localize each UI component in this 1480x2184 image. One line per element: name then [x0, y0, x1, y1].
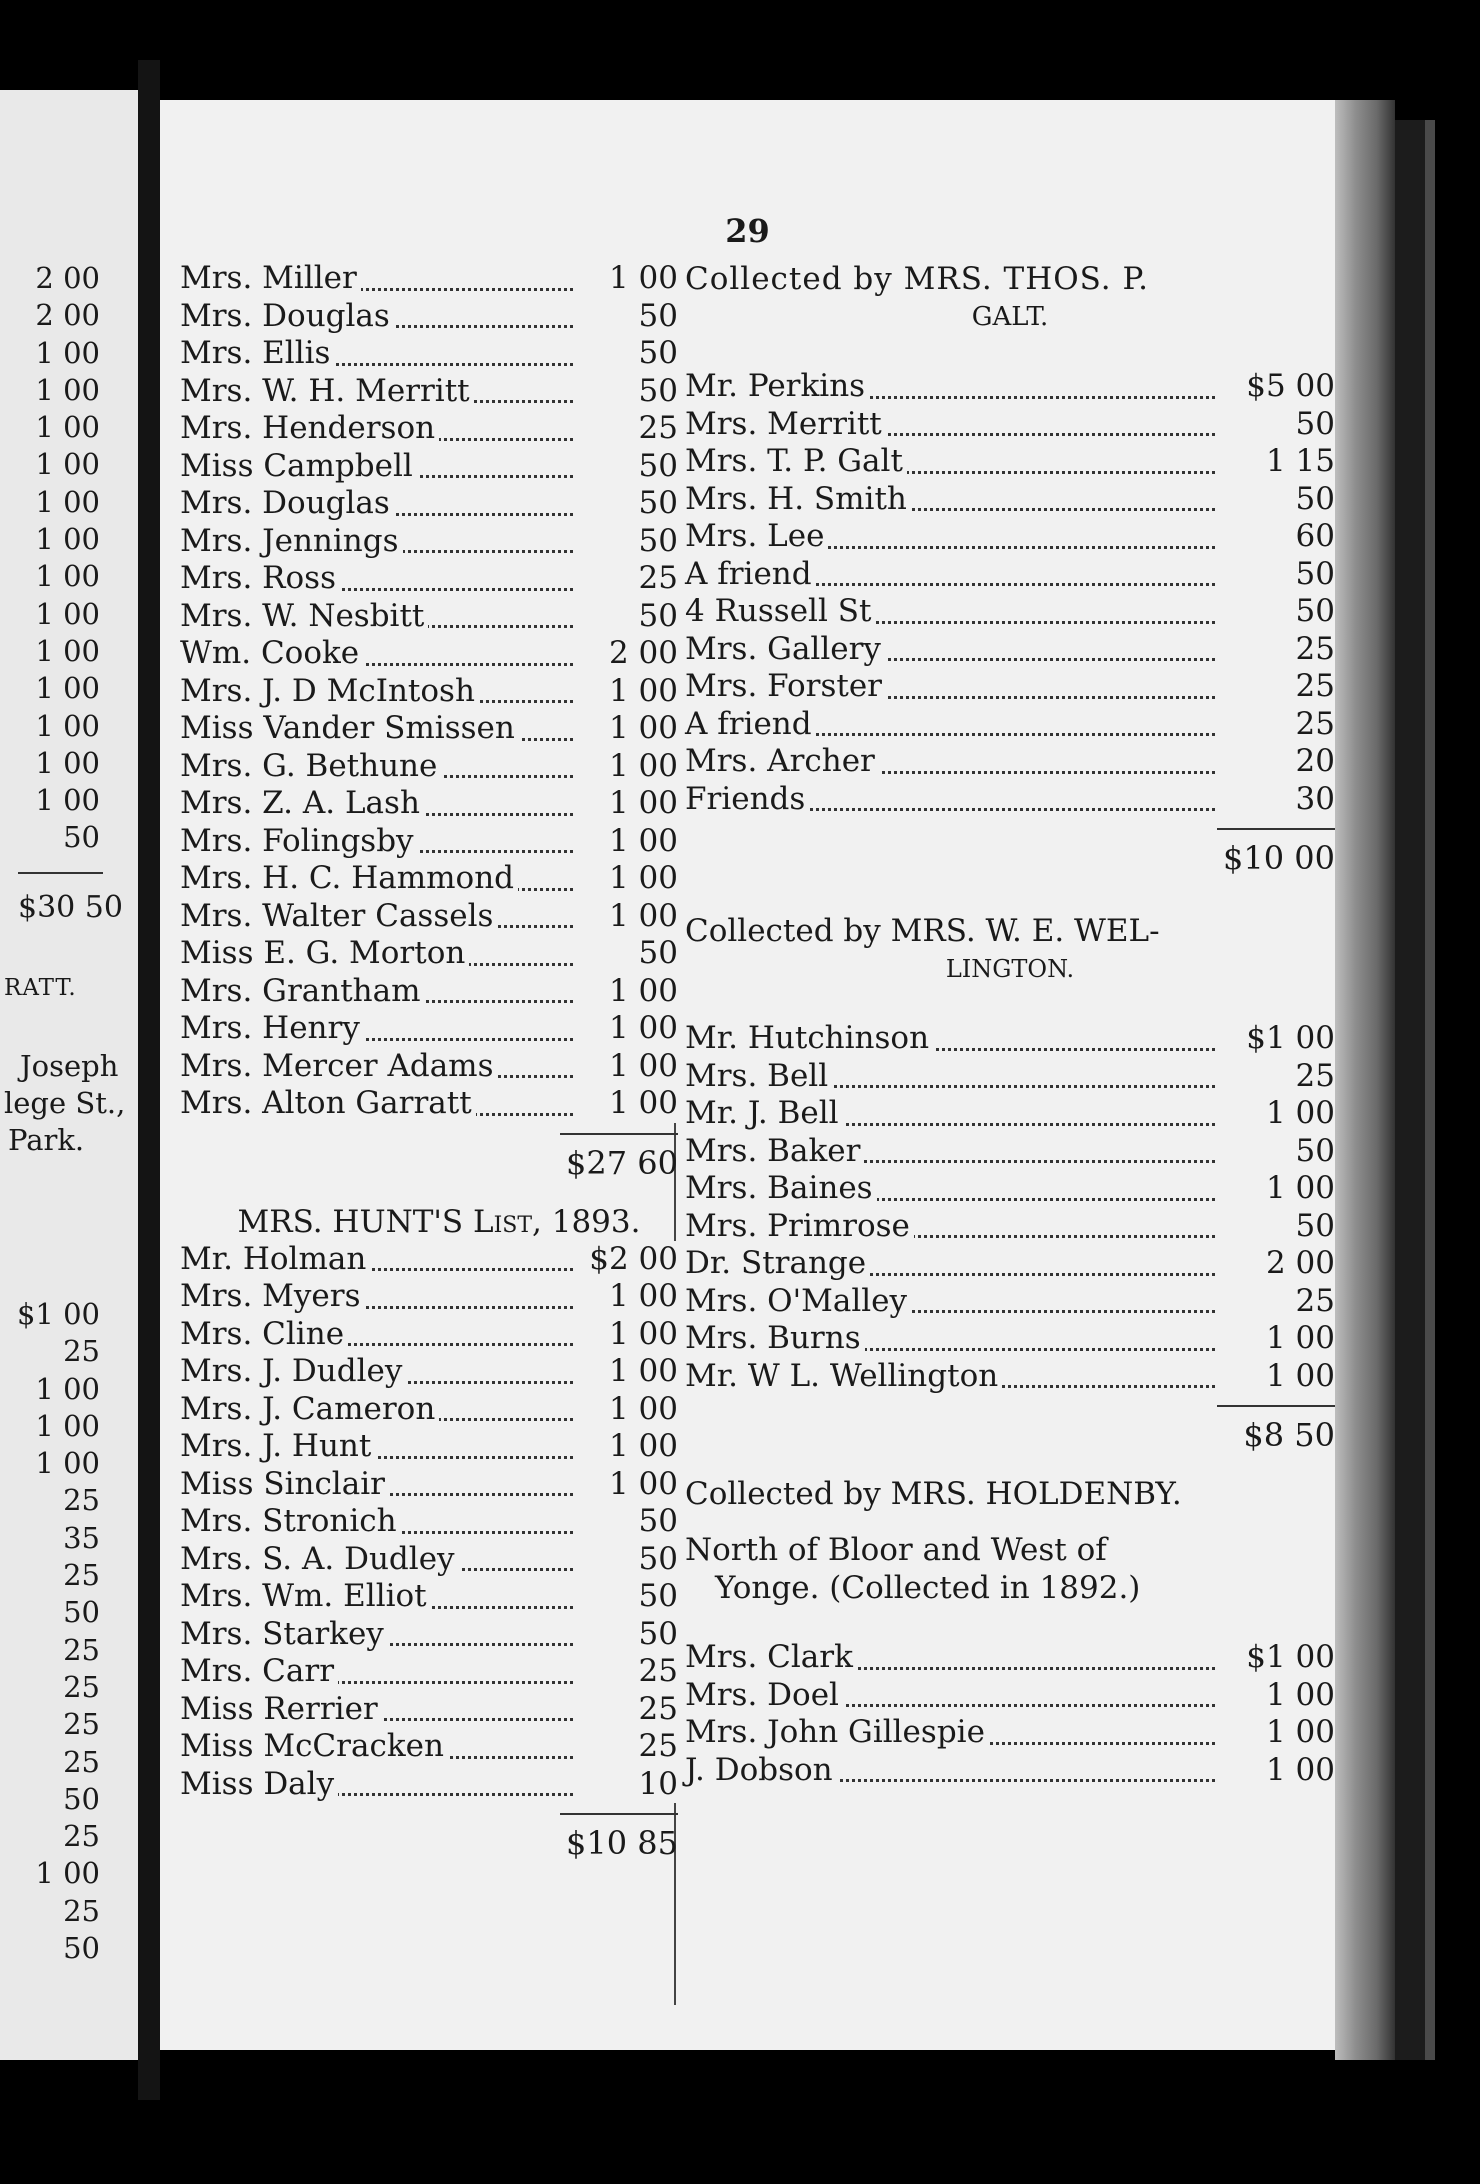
donor-name: Mrs. J. Hunt — [180, 1428, 375, 1466]
wellington-donor-list — [685, 1020, 1335, 1395]
donation-amount: $5 00 — [1219, 368, 1335, 406]
donor-row — [180, 1578, 678, 1616]
donor-name: Wm. Cooke — [180, 635, 363, 673]
donor-name: Mrs. Cline — [180, 1316, 348, 1354]
donation-amount: 2 00 — [1219, 1245, 1335, 1283]
left-page-amount: 1 00 — [35, 1856, 100, 1891]
left-page-amount: 1 00 — [35, 559, 100, 594]
total-rule — [685, 818, 1335, 836]
donation-amount: 1 00 — [1219, 1677, 1335, 1715]
donor-row — [685, 556, 1335, 594]
donor-name: Mrs. T. P. Galt — [685, 443, 907, 481]
donor-row — [685, 481, 1335, 519]
left-page-amount: 25 — [63, 1819, 100, 1854]
donation-amount: 25 — [577, 1653, 678, 1691]
donation-amount: 25 — [1219, 668, 1335, 706]
wellington-total: $8 50 — [1243, 1416, 1335, 1454]
donor-row — [180, 448, 678, 486]
donation-amount: 20 — [1219, 743, 1335, 781]
donation-amount: 1 00 — [577, 1010, 678, 1048]
donor-name: Mrs. Henry — [180, 1010, 364, 1048]
donor-name: Mrs. Walter Cassels — [180, 898, 497, 936]
donation-amount: 1 15 — [1219, 443, 1335, 481]
donation-amount: 50 — [577, 935, 678, 973]
donation-amount: 1 00 — [577, 973, 678, 1011]
holdenby-heading: Collected by MRS. HOLDENBY. — [685, 1476, 1182, 1512]
book-spine — [138, 60, 160, 2100]
donation-amount: 50 — [577, 1541, 678, 1579]
donor-row — [685, 1714, 1335, 1752]
donation-amount: 30 — [1219, 781, 1335, 819]
donation-amount: $1 00 — [1219, 1639, 1335, 1677]
donation-amount: 50 — [577, 1616, 678, 1654]
donor-name: Miss Vander Smissen — [180, 710, 519, 748]
donor-name: Miss Rerrier — [180, 1691, 382, 1729]
donor-name: Mrs. H. C. Hammond — [180, 860, 518, 898]
book-cover-edge — [1425, 120, 1435, 2060]
donor-name: Miss McCracken — [180, 1728, 448, 1766]
donor-row — [180, 1428, 678, 1466]
holdenby-subheading: North of Bloor and West of — [685, 1532, 1107, 1568]
donation-amount: 25 — [1219, 1283, 1335, 1321]
donor-row — [180, 298, 678, 336]
donor-name: Mrs. Archer — [685, 743, 879, 781]
donation-amount: 50 — [577, 298, 678, 336]
donor-name: Mrs. Jennings — [180, 523, 403, 561]
donor-name: Mrs. J. Dudley — [180, 1353, 406, 1391]
left-page-amount: 1 00 — [35, 447, 100, 482]
donation-amount: 25 — [577, 560, 678, 598]
donor-name: Mrs. Alton Garratt — [180, 1085, 476, 1123]
left-page-amount: 1 00 — [35, 335, 100, 370]
page-edges — [1335, 100, 1395, 2060]
donor-row — [685, 406, 1335, 444]
left-page-address-line: lege St., — [4, 1086, 126, 1120]
donation-amount: 1 00 — [577, 260, 678, 298]
donation-amount: 1 00 — [1219, 1320, 1335, 1358]
donor-name: Mrs. Ross — [180, 560, 340, 598]
donor-name: Dr. Strange — [685, 1245, 870, 1283]
page-number: 29 — [725, 212, 770, 250]
donation-amount: 1 00 — [577, 1048, 678, 1086]
donation-amount: 50 — [577, 373, 678, 411]
donor-name: Mrs. Z. A. Lash — [180, 785, 424, 823]
donor-row — [180, 635, 678, 673]
donor-name: Mrs. Ellis — [180, 335, 334, 373]
donation-amount: 50 — [1219, 556, 1335, 594]
total-rule — [685, 1395, 1335, 1413]
left-page-amount: $1 00 — [16, 1297, 100, 1331]
galt-total: $10 00 — [1223, 839, 1335, 877]
left-page-address — [0, 1048, 138, 1159]
left-page-amount: 2 00 — [35, 298, 100, 333]
donor-name: Mr. W L. Wellington — [685, 1358, 1002, 1396]
left-page-amount: 1 00 — [35, 1408, 100, 1443]
donor-name: Mrs. Folingsby — [180, 823, 418, 861]
donor-row — [180, 1085, 678, 1123]
left-page-amount: 1 00 — [35, 522, 100, 557]
donor-name: Mrs. Grantham — [180, 973, 425, 1011]
left-page-heading-fragment: RATT. — [4, 975, 77, 1001]
left-column — [180, 260, 678, 1865]
donation-amount: 1 00 — [577, 1085, 678, 1123]
donor-name: Mrs. Forster — [685, 668, 886, 706]
donor-row — [180, 260, 678, 298]
donor-row — [180, 1353, 678, 1391]
left-page-amount: 25 — [63, 1669, 100, 1704]
donor-name: Mrs. Gallery — [685, 631, 885, 669]
donor-row — [685, 593, 1335, 631]
left-page-amount: 2 00 — [35, 261, 100, 295]
left-page-address-line: Park. — [8, 1123, 85, 1157]
donor-name: Mrs. Burns — [685, 1320, 865, 1358]
left-page-amount: 1 00 — [35, 708, 100, 743]
donor-name: Mr. Perkins — [685, 368, 869, 406]
donor-name: Mrs. Mercer Adams — [180, 1048, 497, 1086]
donor-name: Miss Sinclair — [180, 1466, 389, 1504]
donation-amount: 50 — [577, 485, 678, 523]
donor-row — [685, 706, 1335, 744]
wellington-heading: Collected by MRS. W. E. WEL- — [685, 913, 1160, 949]
donation-amount: 50 — [577, 598, 678, 636]
donation-amount: 1 00 — [577, 860, 678, 898]
donor-row — [180, 523, 678, 561]
donor-row — [180, 785, 678, 823]
donor-name: Mrs. H. Smith — [685, 481, 911, 519]
donor-name: Mrs. Wm. Elliot — [180, 1578, 431, 1616]
wellington-heading-continued: LINGTON. — [945, 955, 1075, 983]
donor-name: Mrs. Miller — [180, 260, 361, 298]
donor-name: Mrs. Baker — [685, 1133, 864, 1171]
donor-row — [685, 1752, 1335, 1790]
donor-name: Miss Daly — [180, 1766, 338, 1804]
left-page-amount: 1 00 — [35, 671, 100, 706]
donor-name: Mr. J. Bell — [685, 1095, 843, 1133]
donor-row — [180, 373, 678, 411]
donation-amount: 2 00 — [577, 635, 678, 673]
donor-name: Mrs. Merritt — [685, 406, 886, 444]
donation-amount: 1 00 — [577, 710, 678, 748]
donor-name: Mrs. Carr — [180, 1653, 338, 1691]
donor-row — [180, 1541, 678, 1579]
holdenby-subheading-continued: Yonge. (Collected in 1892.) — [715, 1570, 1141, 1606]
left-page-amount: 1 00 — [35, 1371, 100, 1406]
donor-row — [180, 1653, 678, 1691]
donor-row — [685, 1095, 1335, 1133]
donor-row — [685, 668, 1335, 706]
donation-amount: 25 — [577, 410, 678, 448]
donation-amount: 50 — [1219, 1133, 1335, 1171]
donor-row — [685, 368, 1335, 406]
donor-row — [685, 1058, 1335, 1096]
left-page-amount: 1 00 — [35, 410, 100, 445]
left-page-amount: 25 — [63, 1334, 100, 1369]
donor-row — [180, 748, 678, 786]
donor-row — [180, 560, 678, 598]
left-page-amount: 1 00 — [35, 633, 100, 668]
left-page-amount: 25 — [63, 1558, 100, 1593]
donor-row — [180, 1503, 678, 1541]
donation-amount: 1 00 — [577, 1391, 678, 1429]
donation-amount: 1 00 — [577, 673, 678, 711]
donor-name: Mrs. Stronich — [180, 1503, 401, 1541]
donor-row — [180, 1766, 678, 1804]
donor-name: Miss E. G. Morton — [180, 935, 469, 973]
donation-amount: 1 00 — [577, 1353, 678, 1391]
galt-donor-list — [685, 368, 1335, 818]
donor-row — [180, 1691, 678, 1729]
left-page-amount: 1 00 — [35, 596, 100, 631]
donor-name: Mrs. S. A. Dudley — [180, 1541, 459, 1579]
donor-row — [685, 1358, 1335, 1396]
donor-name: Mrs. John Gillespie — [685, 1714, 989, 1752]
donor-row — [685, 1283, 1335, 1321]
donor-name: 4 Russell St — [685, 593, 875, 631]
donor-row — [685, 1020, 1335, 1058]
donor-name: A friend — [685, 556, 816, 594]
donation-amount: $2 00 — [577, 1241, 678, 1279]
donor-row — [685, 1677, 1335, 1715]
book-cover-edge — [1395, 120, 1425, 2060]
donor-row — [180, 673, 678, 711]
donation-amount: 60 — [1219, 518, 1335, 556]
donor-name: Mrs. Henderson — [180, 410, 439, 448]
donation-amount: 1 00 — [577, 785, 678, 823]
left-page-amounts-top — [0, 260, 138, 857]
donation-amount: $1 00 — [1219, 1020, 1335, 1058]
donor-name: Mrs. Doel — [685, 1677, 843, 1715]
donor-row — [180, 973, 678, 1011]
donor-name: Mrs. Douglas — [180, 485, 394, 523]
donation-amount: 50 — [1219, 593, 1335, 631]
left-page-amount: 25 — [63, 1893, 100, 1928]
hunt-donor-list — [180, 1241, 678, 1804]
donation-amount: 50 — [1219, 481, 1335, 519]
donor-row — [685, 443, 1335, 481]
list-total: $27 60 — [566, 1143, 678, 1182]
donor-name: Mrs. Clark — [685, 1639, 857, 1677]
donor-name: J. Dobson — [685, 1752, 837, 1790]
donor-row — [180, 1048, 678, 1086]
donor-row — [180, 410, 678, 448]
left-page-address-line: Joseph — [20, 1049, 119, 1083]
donation-amount: 1 00 — [577, 1316, 678, 1354]
donor-row — [180, 485, 678, 523]
donor-row — [685, 1208, 1335, 1246]
donor-name: Mr. Holman — [180, 1241, 370, 1279]
right-column — [685, 260, 1335, 1789]
donor-name: Mr. Hutchinson — [685, 1020, 933, 1058]
donor-row — [180, 1728, 678, 1766]
left-page-amount: 1 00 — [35, 1446, 100, 1481]
donor-name: Mrs. J. D McIntosh — [180, 673, 479, 711]
hunt-list-total: $10 85 — [566, 1824, 678, 1862]
donor-name: Mrs. O'Malley — [685, 1283, 911, 1321]
donation-amount: 10 — [577, 1766, 678, 1804]
donor-row — [180, 1241, 678, 1279]
left-page-amount: 1 00 — [35, 372, 100, 407]
donation-amount: 1 00 — [1219, 1752, 1335, 1790]
total-rule — [180, 1123, 678, 1141]
donation-amount: 50 — [1219, 406, 1335, 444]
donor-name: Friends — [685, 781, 809, 819]
donation-amount: 1 00 — [577, 1278, 678, 1316]
donation-amount: 50 — [577, 448, 678, 486]
donor-row — [685, 1639, 1335, 1677]
left-page-total-rule — [18, 872, 103, 874]
donation-amount: 1 00 — [1219, 1170, 1335, 1208]
donor-name: Mrs. J. Cameron — [180, 1391, 439, 1429]
donation-amount: 1 00 — [577, 1428, 678, 1466]
donor-row — [180, 1316, 678, 1354]
hunt-list-heading: MRS. HUNT'S List, 1893. — [237, 1203, 641, 1240]
donation-amount: 1 00 — [1219, 1095, 1335, 1133]
donor-row — [180, 1010, 678, 1048]
left-page-amount: 35 — [63, 1520, 100, 1555]
holdenby-donor-list — [685, 1639, 1335, 1789]
donation-amount: 25 — [577, 1691, 678, 1729]
left-page-amount: 1 00 — [35, 783, 100, 818]
left-page-amount: 50 — [63, 1781, 100, 1816]
donor-row — [180, 1278, 678, 1316]
donor-row — [180, 1616, 678, 1654]
donor-name: Mrs. Bell — [685, 1058, 832, 1096]
left-page-amount: 25 — [63, 1483, 100, 1518]
donor-name: Mrs. W. H. Merritt — [180, 373, 474, 411]
left-page-fragment — [0, 90, 138, 2060]
donor-row — [685, 518, 1335, 556]
donor-row — [180, 860, 678, 898]
left-page-amount: 50 — [63, 1931, 100, 1966]
donation-amount: 50 — [577, 335, 678, 373]
donor-row — [180, 598, 678, 636]
donation-amount: 1 00 — [577, 748, 678, 786]
donation-amount: 25 — [1219, 631, 1335, 669]
donor-row — [180, 898, 678, 936]
left-page-amounts-bottom — [0, 1296, 138, 1967]
left-page-amount: 1 00 — [35, 484, 100, 519]
donation-amount: 1 00 — [1219, 1714, 1335, 1752]
donor-name: A friend — [685, 706, 816, 744]
donor-name: Mrs. Starkey — [180, 1616, 388, 1654]
donor-name: Mrs. W. Nesbitt — [180, 598, 428, 636]
donation-amount: 25 — [1219, 1058, 1335, 1096]
donor-row — [180, 823, 678, 861]
donation-amount: 50 — [577, 523, 678, 561]
donor-row — [685, 743, 1335, 781]
donation-amount: 50 — [1219, 1208, 1335, 1246]
donor-row — [685, 1320, 1335, 1358]
total-rule — [180, 1803, 678, 1821]
left-page-amount: 50 — [63, 1595, 100, 1630]
donor-name: Mrs. Douglas — [180, 298, 394, 336]
donation-amount: 50 — [577, 1578, 678, 1616]
galt-heading-continued: GALT. — [971, 302, 1049, 332]
donor-name: Mrs. Lee — [685, 518, 828, 556]
donor-name: Mrs. Baines — [685, 1170, 877, 1208]
donation-amount: 1 00 — [1219, 1358, 1335, 1396]
donor-name: Mrs. Myers — [180, 1278, 365, 1316]
donor-row — [180, 1391, 678, 1429]
page — [160, 100, 1335, 2050]
donation-amount: 50 — [577, 1503, 678, 1541]
donor-row — [685, 631, 1335, 669]
left-page-amount: 25 — [63, 1707, 100, 1742]
left-page-total: $30 50 — [18, 890, 123, 925]
donor-row — [180, 1466, 678, 1504]
left-page-amount: 25 — [63, 1632, 100, 1667]
left-page-amount: 1 00 — [35, 745, 100, 780]
donation-amount: 25 — [577, 1728, 678, 1766]
galt-heading: Collected by MRS. THOS. P. — [685, 261, 1149, 297]
donor-row — [685, 781, 1335, 819]
donor-row — [180, 710, 678, 748]
donor-name: Miss Campbell — [180, 448, 417, 486]
donation-amount: 1 00 — [577, 898, 678, 936]
donor-row — [685, 1133, 1335, 1171]
donation-amount: 25 — [1219, 706, 1335, 744]
donation-amount: 1 00 — [577, 823, 678, 861]
donation-amount: 1 00 — [577, 1466, 678, 1504]
donor-row — [685, 1245, 1335, 1283]
donor-list-first — [180, 260, 678, 1123]
donor-row — [180, 335, 678, 373]
donor-row — [180, 935, 678, 973]
donor-name: Mrs. G. Bethune — [180, 748, 441, 786]
donor-row — [685, 1170, 1335, 1208]
left-page-amount: 25 — [63, 1744, 100, 1779]
donor-name: Mrs. Primrose — [685, 1208, 914, 1246]
left-page-amount: 50 — [63, 820, 100, 855]
